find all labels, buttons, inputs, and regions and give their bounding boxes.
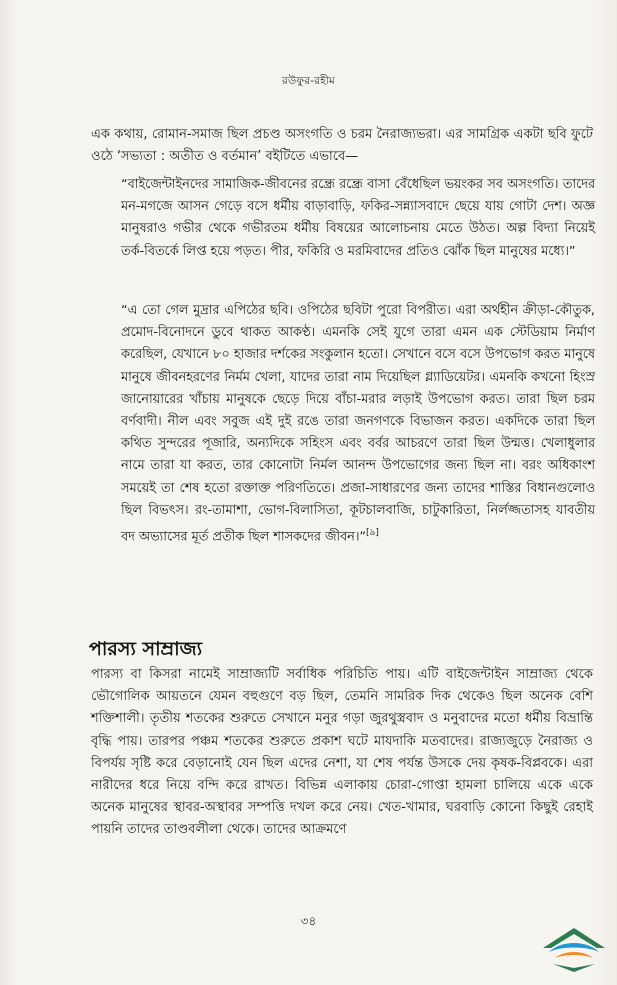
quote-2-text: “এ তো গেল মুদ্রার এপিঠের ছবি। ওপিঠের ছবিটা পুরো বিপরীত। এরা অর্থহীন ক্রীড়া-কৌতুক, প্রমোদ-বিনোদনে ডুবে থাকত আকণ্ঠ। এমনকি সেই যুগে তারা এমন এক স্টেডিয়াম নির্মাণ করেছিল, যেখানে ৮০ হাজার দর্শকের সংকুলান হতো। সেখানে বসে বসে উপভোগ করত মানুষে মানুষে জীবনহরণের নির্মম খেলা, যাদের তারা নাম দিয়েছিল গ্ল্যাডিয়েটর। এমনকি কখনো হিংস্র জানোয়ারের খাঁচায় মানুষকে ছেড়ে দিয়ে বাঁচা-মরার লড়াই উপভোগ করত। তারা ছিল চরম বর্ণবাদী। নীল এবং সবুজ এই দুই রঙে তারা জনগণকে বিভাজন করত। একদিকে তারা ছিল কথিত সুন্দরের পূজারি, অন্যদিকে সহিংস এবং বর্বর আচরণে তারা ছিল উন্মত্ত। খেলাধুলার নামে তারা যা করত, তার কোনোটা নির্মল আনন্দ উপভোগের জন্য ছিল না। বরং অধিকাংশ সময়েই তা শেষ হতো রক্তাক্ত পরিণতিতে। প্রজা-সাধারণের জন্য তাদের শাস্তির বিধানগুলোও ছিল বিভৎস। রং-তামাশা, ভোগ-বিলাসিতা, কূটচালবাজি, চাটুকারিতা, নির্লজ্জতাসহ যাবতীয় বদ অভ্যাসের মূর্ত প্রতীক ছিল শাসকদের জীবন।” bbox=[121, 303, 595, 545]
running-header: রউফুর-রহীম bbox=[282, 75, 335, 87]
quote-block-1: “বাইজেন্টাইনদের সামাজিক-জীবনের রন্ধ্রে রন্ধ্রে বাসা বেঁধেছিল ভয়ংকর সব অসংগতি। তাদের মন-মগজে আসন গেড়ে বসে ধর্মীয় বাড়াবাড়ি, ফকির-সন্ন্যাসবাদে ছেয়ে যায় গোটা দেশ। অজ্ঞ মানুষরাও গভীর থেকে গভীরতম ধর্মীয় বিষয়ের আলোচনায় মেতে উঠত। অল্প বিদ্যা নিয়েই তর্ক-বিতর্কে লিপ্ত হয়ে পড়ত। পীর, ফকিরি ও মরমিবাদের প্রতিও ঝোঁক ছিল মানুষের মধ্যে।” bbox=[121, 177, 595, 259]
intro-paragraph: এক কথায়, রোমান-সমাজ ছিল প্রচণ্ড অসংগতি ও চরম নৈরাজ্যভরা। এর সামগ্রিক একটা ছবি ফুটে ওঠে ‘সভ্যতা : অতীত ও বর্তমান’ বইটিতে এভাবে— bbox=[91, 127, 593, 165]
quote-block-2 bbox=[121, 300, 595, 549]
section-body: পারস্য বা কিসরা নামেই সাম্রাজ্যটি সর্বাধিক পরিচিতি পায়। এটি বাইজেন্টাইন সাম্রাজ্য থেকে ভৌগোলিক আয়তনে যেমন বহুগুণে বড় ছিল, তেমনি সামরিক দিক থেকেও ছিল অনেক বেশি শক্তিশালী। তৃতীয় শতকের শুরুতে সেখানে মনুর গড়া জুরথুস্ত্রবাদ ও মনুবাদের মতো ধর্মীয় বিভ্রান্তি বৃদ্ধি পায়। তারপর পঞ্চম শতকের শুরুতে প্রকাশ ঘটে মাযদাকি মতবাদের। রাজ্যজুড়ে নৈরাজ্য ও বিপর্যয় সৃষ্টি করে বেড়ানোই যেন ছিল এদের নেশা, যা শেষ পর্যন্ত উসকে দেয় কৃষক-বিপ্লবকে। এরা নারীদের ধরে নিয়ে বন্দি করে রাখত। বিভিন্ন এলাকায় চোরা-গোপ্তা হামলা চালিয়ে একে একে অনেক মানুষের স্থাবর-অস্থাবর সম্পত্তি দখল করে নেয়। খেত-খামার, ঘরবাড়ি কোনো কিছুই রেহাই পায়নি তাদের তাণ্ডবলীলা থেকে। তাদের আক্রমণে bbox=[91, 667, 593, 838]
footnote-ref: [৯] bbox=[366, 528, 379, 539]
page-number: ৩৪ bbox=[300, 914, 317, 928]
section-heading: পারস্য সাম্রাজ্য bbox=[89, 638, 203, 660]
publisher-logo-icon bbox=[535, 918, 613, 980]
